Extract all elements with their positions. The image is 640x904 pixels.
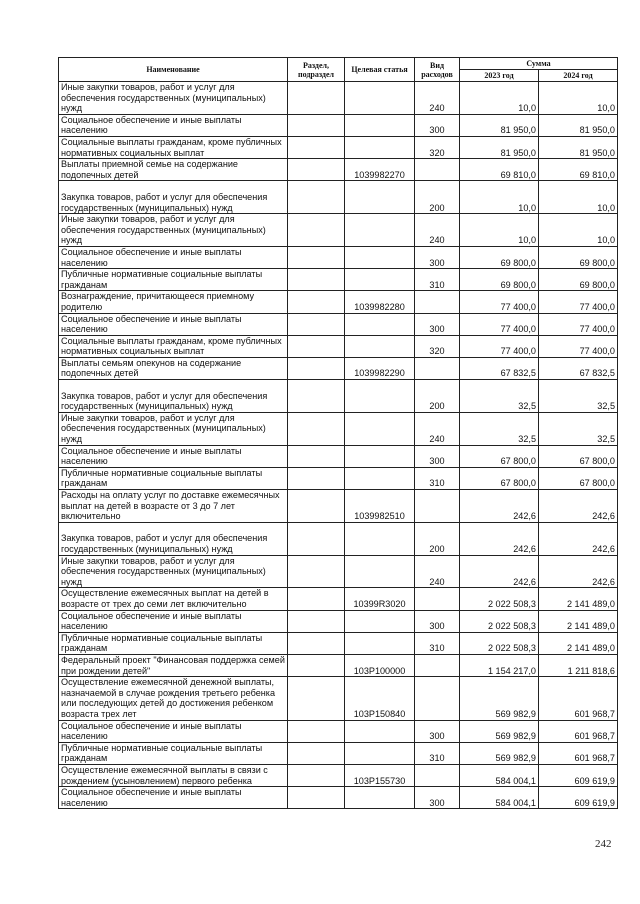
table-row [59, 445, 618, 467]
row-name: Федеральный проект "Финансовая поддержка семей при рождении детей" [59, 655, 288, 677]
header-type: Вид расходов [415, 58, 460, 82]
table-row [59, 742, 618, 764]
table-row [59, 181, 618, 214]
table-row [59, 764, 618, 786]
header-sum: Сумма [460, 58, 618, 70]
header-name: Наименование [59, 58, 288, 82]
row-type: 320 [415, 335, 460, 357]
row-section [288, 380, 345, 413]
row-name: Осуществление ежемесячной выплаты в связи с рождением (усыновлением) первого ребенка [59, 764, 288, 786]
row-sum-2023: 32,5 [460, 380, 539, 413]
row-type: 320 [415, 136, 460, 158]
table-row [59, 82, 618, 115]
row-sum-2024: 32,5 [539, 380, 618, 413]
row-type: 300 [415, 246, 460, 268]
row-sum-2024: 69 810,0 [539, 159, 618, 181]
row-name: Публичные нормативные социальные выплаты гражданам [59, 742, 288, 764]
row-sum-2023: 32,5 [460, 412, 539, 445]
row-type: 300 [415, 313, 460, 335]
table-row [59, 291, 618, 313]
table-row [59, 335, 618, 357]
row-section [288, 246, 345, 268]
row-target [345, 720, 415, 742]
row-sum-2023: 584 004,1 [460, 787, 539, 809]
row-type: 300 [415, 610, 460, 632]
row-target [345, 313, 415, 335]
row-target: 1039982290 [345, 357, 415, 379]
row-target [345, 335, 415, 357]
row-name: Публичные нормативные социальные выплаты гражданам [59, 467, 288, 489]
row-target [345, 181, 415, 214]
row-target [345, 610, 415, 632]
header-target: Целевая статья [345, 58, 415, 82]
row-name: Расходы на оплату услуг по доставке ежемесячных выплат на детей в возрасте от 3 до 7 лет включительно [59, 490, 288, 523]
row-section [288, 114, 345, 136]
row-type: 310 [415, 467, 460, 489]
table-row [59, 787, 618, 809]
row-sum-2023: 81 950,0 [460, 136, 539, 158]
row-name: Осуществление ежемесячной денежной выплаты, назначаемой в случае рождения третьего ребенка или последующих детей до достижения ребенком возраста трех лет [59, 677, 288, 720]
row-target [345, 742, 415, 764]
row-target [345, 787, 415, 809]
row-name: Социальные выплаты гражданам, кроме публичных нормативных социальных выплат [59, 136, 288, 158]
table-row [59, 588, 618, 610]
row-name: Социальное обеспечение и иные выплаты населению [59, 720, 288, 742]
row-sum-2024: 69 800,0 [539, 246, 618, 268]
row-name: Выплаты семьям опекунов на содержание подопечных детей [59, 357, 288, 379]
table-row [59, 555, 618, 588]
row-sum-2023: 2 022 508,3 [460, 610, 539, 632]
row-target [345, 632, 415, 654]
row-sum-2023: 242,6 [460, 555, 539, 588]
row-sum-2024: 10,0 [539, 214, 618, 247]
row-name: Социальное обеспечение и иные выплаты населению [59, 246, 288, 268]
row-target [345, 380, 415, 413]
row-sum-2024: 601 968,7 [539, 677, 618, 720]
row-sum-2023: 2 022 508,3 [460, 632, 539, 654]
budget-table [58, 57, 618, 809]
row-target: 103P150840 [345, 677, 415, 720]
row-sum-2024: 32,5 [539, 412, 618, 445]
row-section [288, 720, 345, 742]
table-row [59, 380, 618, 413]
row-name: Выплаты приемной семье на содержание подопечных детей [59, 159, 288, 181]
row-sum-2023: 67 800,0 [460, 467, 539, 489]
table-row [59, 632, 618, 654]
row-section [288, 159, 345, 181]
row-name: Иные закупки товаров, работ и услуг для обеспечения государственных (муниципальных) нужд [59, 555, 288, 588]
row-type [415, 677, 460, 720]
row-sum-2024: 67 832,5 [539, 357, 618, 379]
row-section [288, 357, 345, 379]
row-type [415, 764, 460, 786]
row-sum-2024: 10,0 [539, 181, 618, 214]
row-type: 200 [415, 380, 460, 413]
row-sum-2023: 81 950,0 [460, 114, 539, 136]
row-sum-2023: 10,0 [460, 214, 539, 247]
row-sum-2023: 69 810,0 [460, 159, 539, 181]
row-section [288, 764, 345, 786]
table-row [59, 412, 618, 445]
row-sum-2024: 77 400,0 [539, 335, 618, 357]
row-target [345, 412, 415, 445]
header-section: Раздел, подраздел [288, 58, 345, 82]
row-sum-2024: 601 968,7 [539, 742, 618, 764]
row-sum-2024: 601 968,7 [539, 720, 618, 742]
row-type: 310 [415, 742, 460, 764]
table-row [59, 610, 618, 632]
row-sum-2023: 69 800,0 [460, 269, 539, 291]
row-type [415, 159, 460, 181]
header-2024: 2024 год [539, 70, 618, 82]
row-sum-2024: 67 800,0 [539, 445, 618, 467]
row-type: 300 [415, 445, 460, 467]
row-section [288, 181, 345, 214]
row-type [415, 291, 460, 313]
table-row [59, 357, 618, 379]
row-sum-2024: 2 141 489,0 [539, 632, 618, 654]
row-section [288, 677, 345, 720]
row-sum-2024: 242,6 [539, 555, 618, 588]
row-target: 103P155730 [345, 764, 415, 786]
row-sum-2023: 67 800,0 [460, 445, 539, 467]
table-row [59, 114, 618, 136]
row-name: Социальное обеспечение и иные выплаты населению [59, 313, 288, 335]
row-section [288, 787, 345, 809]
row-section [288, 313, 345, 335]
header-2023: 2023 год [460, 70, 539, 82]
row-type: 300 [415, 787, 460, 809]
row-sum-2024: 10,0 [539, 82, 618, 115]
row-sum-2023: 67 832,5 [460, 357, 539, 379]
row-sum-2024: 2 141 489,0 [539, 588, 618, 610]
row-sum-2023: 77 400,0 [460, 313, 539, 335]
row-section [288, 445, 345, 467]
table-row [59, 467, 618, 489]
row-target: 1039982270 [345, 159, 415, 181]
table-row [59, 246, 618, 268]
row-target [345, 269, 415, 291]
row-sum-2023: 10,0 [460, 181, 539, 214]
row-name: Социальное обеспечение и иные выплаты населению [59, 445, 288, 467]
row-target [345, 522, 415, 555]
row-target [345, 467, 415, 489]
row-section [288, 588, 345, 610]
table-row [59, 522, 618, 555]
page-number: 242 [595, 838, 612, 850]
row-sum-2024: 609 619,9 [539, 764, 618, 786]
row-target: 103P100000 [345, 655, 415, 677]
row-target [345, 136, 415, 158]
row-sum-2024: 77 400,0 [539, 291, 618, 313]
row-name: Социальное обеспечение и иные выплаты населению [59, 114, 288, 136]
row-sum-2023: 77 400,0 [460, 335, 539, 357]
row-sum-2024: 81 950,0 [539, 114, 618, 136]
row-sum-2024: 1 211 818,6 [539, 655, 618, 677]
row-target: 1039982510 [345, 490, 415, 523]
row-sum-2023: 242,6 [460, 522, 539, 555]
row-name: Социальное обеспечение и иные выплаты населению [59, 610, 288, 632]
row-name: Иные закупки товаров, работ и услуг для обеспечения государственных (муниципальных) нужд [59, 214, 288, 247]
row-type [415, 588, 460, 610]
row-section [288, 136, 345, 158]
row-name: Публичные нормативные социальные выплаты гражданам [59, 632, 288, 654]
row-type: 240 [415, 412, 460, 445]
row-sum-2023: 69 800,0 [460, 246, 539, 268]
row-type: 200 [415, 522, 460, 555]
row-type [415, 655, 460, 677]
row-sum-2023: 569 982,9 [460, 677, 539, 720]
row-section [288, 742, 345, 764]
row-sum-2024: 69 800,0 [539, 269, 618, 291]
row-section [288, 335, 345, 357]
table-row [59, 313, 618, 335]
row-name: Иные закупки товаров, работ и услуг для обеспечения государственных (муниципальных) нужд [59, 82, 288, 115]
row-sum-2023: 569 982,9 [460, 742, 539, 764]
row-target [345, 445, 415, 467]
row-target [345, 246, 415, 268]
row-section [288, 555, 345, 588]
table-row [59, 720, 618, 742]
row-sum-2023: 242,6 [460, 490, 539, 523]
row-section [288, 467, 345, 489]
row-target: 1039982280 [345, 291, 415, 313]
row-type [415, 357, 460, 379]
table-row [59, 159, 618, 181]
table-row [59, 490, 618, 523]
row-name: Социальное обеспечение и иные выплаты населению [59, 787, 288, 809]
row-type: 240 [415, 555, 460, 588]
row-sum-2023: 10,0 [460, 82, 539, 115]
row-sum-2023: 584 004,1 [460, 764, 539, 786]
row-type: 310 [415, 632, 460, 654]
row-target [345, 82, 415, 115]
row-type: 240 [415, 214, 460, 247]
row-sum-2023: 77 400,0 [460, 291, 539, 313]
row-section [288, 655, 345, 677]
row-sum-2023: 1 154 217,0 [460, 655, 539, 677]
row-section [288, 269, 345, 291]
row-type: 310 [415, 269, 460, 291]
row-name: Закупка товаров, работ и услуг для обеспечения государственных (муниципальных) нужд [59, 522, 288, 555]
row-target [345, 114, 415, 136]
row-target: 10399R3020 [345, 588, 415, 610]
row-sum-2024: 67 800,0 [539, 467, 618, 489]
row-target [345, 214, 415, 247]
row-name: Вознаграждение, причитающееся приемному родителю [59, 291, 288, 313]
row-type: 300 [415, 720, 460, 742]
row-sum-2023: 569 982,9 [460, 720, 539, 742]
table-row [59, 677, 618, 720]
row-name: Закупка товаров, работ и услуг для обеспечения государственных (муниципальных) нужд [59, 181, 288, 214]
row-sum-2024: 77 400,0 [539, 313, 618, 335]
row-sum-2024: 81 950,0 [539, 136, 618, 158]
row-sum-2024: 242,6 [539, 522, 618, 555]
table-row [59, 214, 618, 247]
row-sum-2024: 2 141 489,0 [539, 610, 618, 632]
row-section [288, 522, 345, 555]
row-section [288, 632, 345, 654]
row-section [288, 82, 345, 115]
row-sum-2023: 2 022 508,3 [460, 588, 539, 610]
row-sum-2024: 609 619,9 [539, 787, 618, 809]
row-name: Закупка товаров, работ и услуг для обеспечения государственных (муниципальных) нужд [59, 380, 288, 413]
row-type [415, 490, 460, 523]
row-section [288, 412, 345, 445]
row-name: Публичные нормативные социальные выплаты гражданам [59, 269, 288, 291]
row-type: 240 [415, 82, 460, 115]
row-section [288, 291, 345, 313]
row-name: Иные закупки товаров, работ и услуг для обеспечения государственных (муниципальных) нужд [59, 412, 288, 445]
row-name: Социальные выплаты гражданам, кроме публичных нормативных социальных выплат [59, 335, 288, 357]
row-section [288, 610, 345, 632]
table-row [59, 136, 618, 158]
row-sum-2024: 242,6 [539, 490, 618, 523]
table-row [59, 269, 618, 291]
row-type: 300 [415, 114, 460, 136]
row-type: 200 [415, 181, 460, 214]
table-row [59, 655, 618, 677]
row-name: Осуществление ежемесячных выплат на детей в возрасте от трех до семи лет включительно [59, 588, 288, 610]
row-section [288, 214, 345, 247]
row-section [288, 490, 345, 523]
row-target [345, 555, 415, 588]
